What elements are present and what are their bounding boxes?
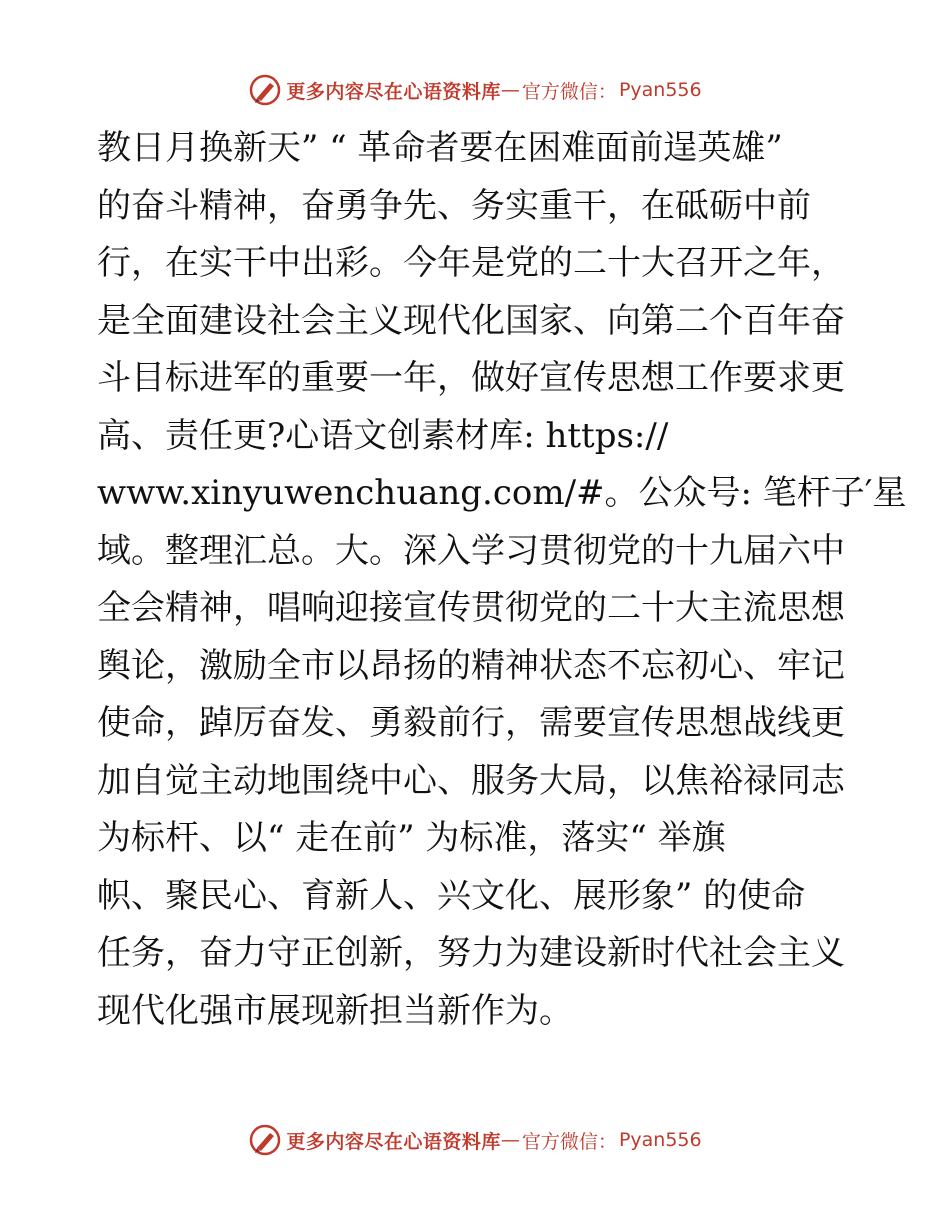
body-line: 域。整理汇总。大。深入学习贯彻党的十九届六中 xyxy=(97,530,845,571)
pen-logo-icon xyxy=(248,73,282,107)
body-line: 任务，奋力守正创新，努力为建设新时代社会主义 xyxy=(97,933,845,973)
body-line: 现代化强市展现新担当新作为。 xyxy=(97,990,573,1031)
banner-wechat-label: 官方微信： xyxy=(521,80,617,103)
footer-banner xyxy=(0,1122,950,1158)
body-line: 高、责任更?心语文创素材库: https:// xyxy=(97,415,669,456)
document-body xyxy=(97,120,907,1040)
banner-dash: — xyxy=(500,79,520,101)
body-line: 全会精神，唱响迎接宣传贯彻党的二十大主流思想 xyxy=(97,588,845,628)
body-line: 的奋斗精神，奋勇争先、务实重干，在砥砺中前 xyxy=(97,185,811,226)
body-line: www.xinyuwenchuang.com/#。公众号: 笔杆子′星 xyxy=(97,473,907,513)
body-line: 是全面建设社会主义现代化国家、向第二个百年奋 xyxy=(97,300,845,341)
body-line: 教日月换新天” “ 革命者要在困难面前逞英雄” xyxy=(97,128,783,168)
body-line: 斗目标进军的重要一年，做好宣传思想工作要求更 xyxy=(97,358,845,398)
banner-wechat-id: Pyan556 xyxy=(618,79,702,101)
banner-main-text: 更多内容尽在心语资料库 xyxy=(286,80,501,103)
body-line: 舆论，激励全市以昂扬的精神状态不忘初心、牢记 xyxy=(97,645,845,686)
pen-logo-icon xyxy=(248,1123,282,1157)
banner-main-text: 更多内容尽在心语资料库 xyxy=(286,1130,501,1153)
banner-wechat-label: 官方微信： xyxy=(521,1130,617,1153)
banner-dash: — xyxy=(500,1129,520,1151)
body-line: 行，在实干中出彩。今年是党的二十大召开之年， xyxy=(97,243,845,283)
body-line: 为标杆、以“ 走在前” 为标准，落实“ 举旗 xyxy=(97,818,726,858)
body-line: 帜、聚民心、育新人、兴文化、展形象” 的使命 xyxy=(97,875,806,916)
banner-wechat-id: Pyan556 xyxy=(618,1129,702,1151)
body-line: 加自觉主动地围绕中心、服务大局，以焦裕禄同志 xyxy=(97,760,845,801)
header-banner xyxy=(0,72,950,108)
body-line: 使命，踔厉奋发、勇毅前行，需要宣传思想战线更 xyxy=(97,703,845,743)
